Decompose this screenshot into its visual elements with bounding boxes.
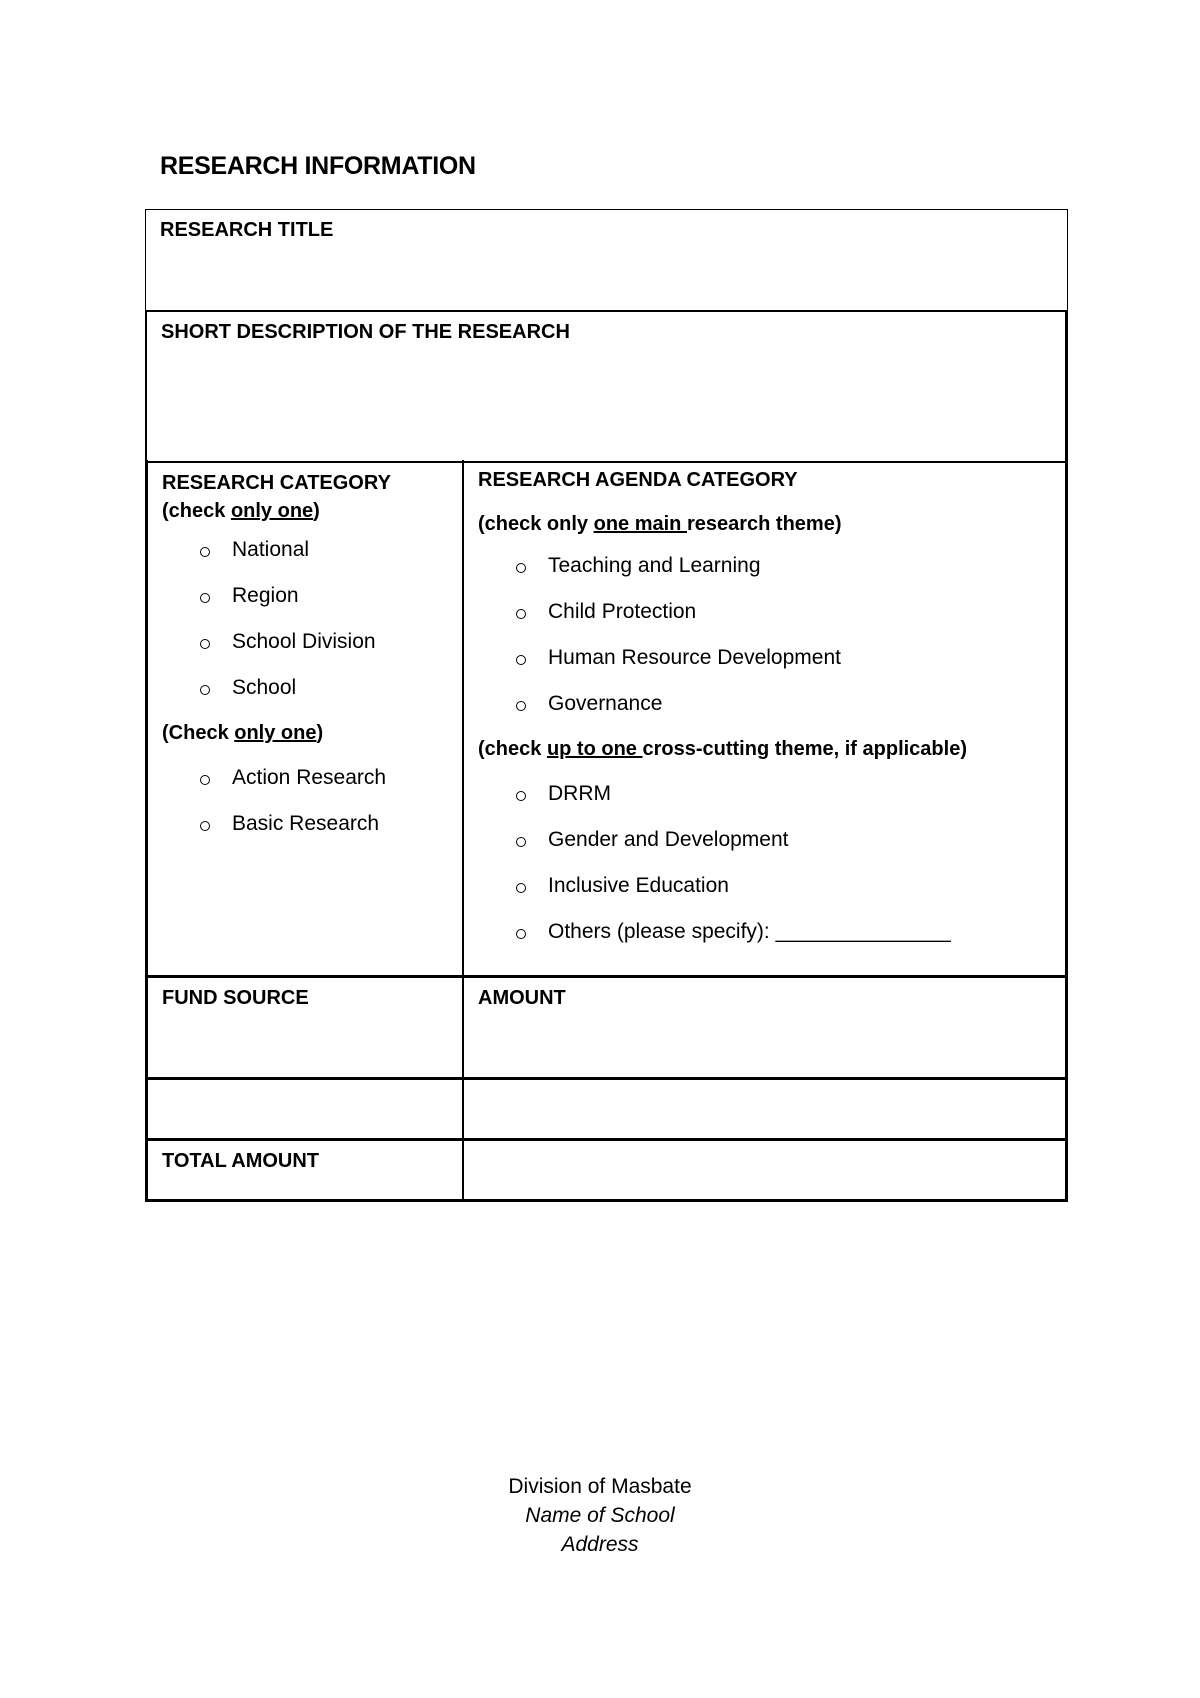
option-school-division[interactable]: School Division	[200, 630, 376, 654]
radio-circle-icon[interactable]	[200, 593, 210, 603]
radio-circle-icon[interactable]	[516, 791, 526, 801]
radio-circle-icon[interactable]	[200, 547, 210, 557]
amount-field[interactable]	[464, 978, 1065, 1077]
research-description-label: SHORT DESCRIPTION OF THE RESEARCH	[161, 321, 570, 343]
research-agenda-instruction: (check only one main research theme)	[478, 513, 842, 535]
blank-row	[148, 1077, 1065, 1138]
total-amount-field[interactable]	[464, 1141, 1065, 1199]
option-drrm[interactable]: DRRM	[516, 782, 611, 806]
radio-circle-icon[interactable]	[516, 609, 526, 619]
total-row	[148, 1138, 1065, 1199]
option-national[interactable]: National	[200, 538, 309, 562]
option-governance[interactable]: Governance	[516, 692, 662, 716]
amount-label: AMOUNT	[478, 987, 566, 1009]
research-title-label: RESEARCH TITLE	[160, 219, 334, 241]
option-teaching-learning[interactable]: Teaching and Learning	[516, 554, 761, 578]
radio-circle-icon[interactable]	[516, 563, 526, 573]
total-amount-label: TOTAL AMOUNT	[162, 1150, 320, 1172]
cross-cutting-instruction: (check up to one cross-cutting theme, if applicable)	[478, 738, 967, 760]
option-school[interactable]: School	[200, 676, 296, 700]
radio-circle-icon[interactable]	[200, 639, 210, 649]
radio-circle-icon[interactable]	[200, 821, 210, 831]
option-gender-development[interactable]: Gender and Development	[516, 828, 789, 852]
research-category-cell	[148, 460, 464, 975]
fund-source-entry[interactable]	[148, 1080, 464, 1138]
footer-address: Address	[561, 1533, 639, 1556]
footer-division: Division of Masbate	[508, 1475, 692, 1498]
radio-circle-icon[interactable]	[516, 655, 526, 665]
page-title: RESEARCH INFORMATION	[160, 152, 476, 180]
option-inclusive-education[interactable]: Inclusive Education	[516, 874, 729, 898]
option-action-research[interactable]: Action Research	[200, 766, 386, 790]
amount-entry[interactable]	[464, 1080, 1065, 1138]
research-type-instruction: (Check only one)	[162, 722, 324, 744]
radio-circle-icon[interactable]	[516, 837, 526, 847]
category-row	[148, 460, 1065, 975]
total-amount-label-cell	[148, 1141, 464, 1199]
option-child-protection[interactable]: Child Protection	[516, 600, 696, 624]
option-basic-research[interactable]: Basic Research	[200, 812, 379, 836]
footer-school-name: Name of School	[525, 1504, 675, 1527]
research-agenda-cell	[464, 460, 1065, 975]
radio-circle-icon[interactable]	[200, 685, 210, 695]
fund-row	[148, 975, 1065, 1077]
radio-circle-icon[interactable]	[516, 883, 526, 893]
option-others[interactable]: Others (please specify): _______________	[516, 920, 951, 944]
radio-circle-icon[interactable]	[516, 929, 526, 939]
fund-source-label: FUND SOURCE	[162, 987, 309, 1009]
research-description-field[interactable]	[145, 310, 1068, 463]
research-details-table	[145, 460, 1068, 1202]
research-title-field[interactable]	[145, 209, 1068, 312]
radio-circle-icon[interactable]	[200, 775, 210, 785]
research-agenda-title: RESEARCH AGENDA CATEGORY	[478, 469, 798, 491]
research-category-instruction: (check only one)	[162, 500, 320, 522]
option-region[interactable]: Region	[200, 584, 299, 608]
option-human-resource[interactable]: Human Resource Development	[516, 646, 841, 670]
radio-circle-icon[interactable]	[516, 701, 526, 711]
research-category-title: RESEARCH CATEGORY	[162, 472, 391, 494]
fund-source-field[interactable]	[148, 978, 464, 1077]
